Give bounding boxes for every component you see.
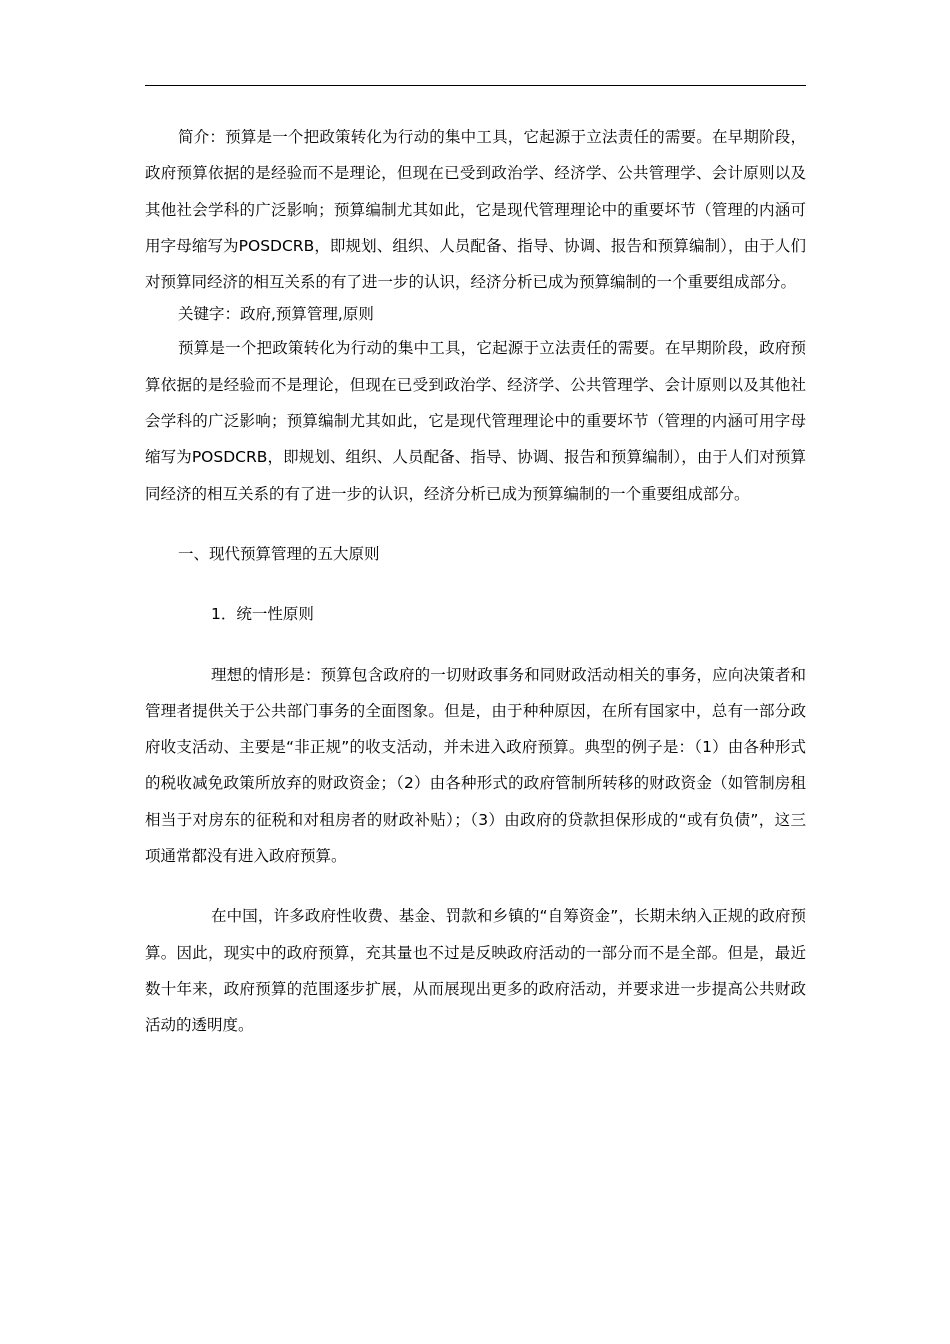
section-heading: 一、现代预算管理的五大原则 xyxy=(178,544,380,563)
keywords-line: 关键字：政府,预算管理,原则 xyxy=(178,305,374,324)
body-paragraph-2: 理想的情形是：预算包含政府的一切财政事务和同财政活动相关的事务，应向决策者和管理者提供关于公共部门事务的全面图象。但是，由于种种原因，在所有国家中，总有一部分政府收支活动、主要是“非正规”的收支活动，并未进入政府预算。典型的例子是：（1）由各种形式的税收减免政策所放弃的财政资金；（2）由各种形式的政府管制所转移的财政资金（如管制房租相当于对房东的征税和对租房者的财政补贴）；（3）由政府的贷款担保形成的“或有负债”，这三项通常都没有进入政府预算。 xyxy=(145,665,806,866)
body-paragraph-1: 预算是一个把政策转化为行动的集中工具，它起源于立法责任的需要。在早期阶段，政府预算依据的是经验而不是理论，但现在已受到政治学、经济学、公共管理学、会计原则以及其他社会学科的广泛影响；预算编制尤其如此，它是现代管理理论中的重要坏节（管理的内涵可用字母缩写为POSDCRB，即规划、组织、人员配备、指导、协调、报告和预算编制），由于人们对预算同经济的相互关系的有了进一步的认识，经济分析已成为预算编制的一个重要组成部分。 xyxy=(145,339,806,503)
document-body xyxy=(145,119,806,1044)
body-paragraph-3: 在中国，许多政府性收费、基金、罚款和乡镇的“自筹资金”，长期未纳入正规的政府预算。因此，现实中的政府预算，充其量也不过是反映政府活动的一部分而不是全部。但是，最近数十年来，政府预算的范围逐步扩展，从而展现出更多的政府活动，并要求进一步提高公共财政活动的透明度。 xyxy=(145,907,806,1035)
subsection-heading: 1．统一性原则 xyxy=(211,605,314,624)
header-rule xyxy=(145,85,806,86)
intro-paragraph: 简介：预算是一个把政策转化为行动的集中工具，它起源于立法责任的需要。在早期阶段，政府预算依据的是经验而不是理论，但现在已受到政治学、经济学、公共管理学、会计原则以及其他社会学科的广泛影响；预算编制尤其如此，它是现代管理理论中的重要坏节（管理的内涵可用字母缩写为POSDCRB，即规划、组织、人员配备、指导、协调、报告和预算编制），由于人们对预算同经济的相互关系的有了进一步的认识，经济分析已成为预算编制的一个重要组成部分。 xyxy=(145,128,806,292)
